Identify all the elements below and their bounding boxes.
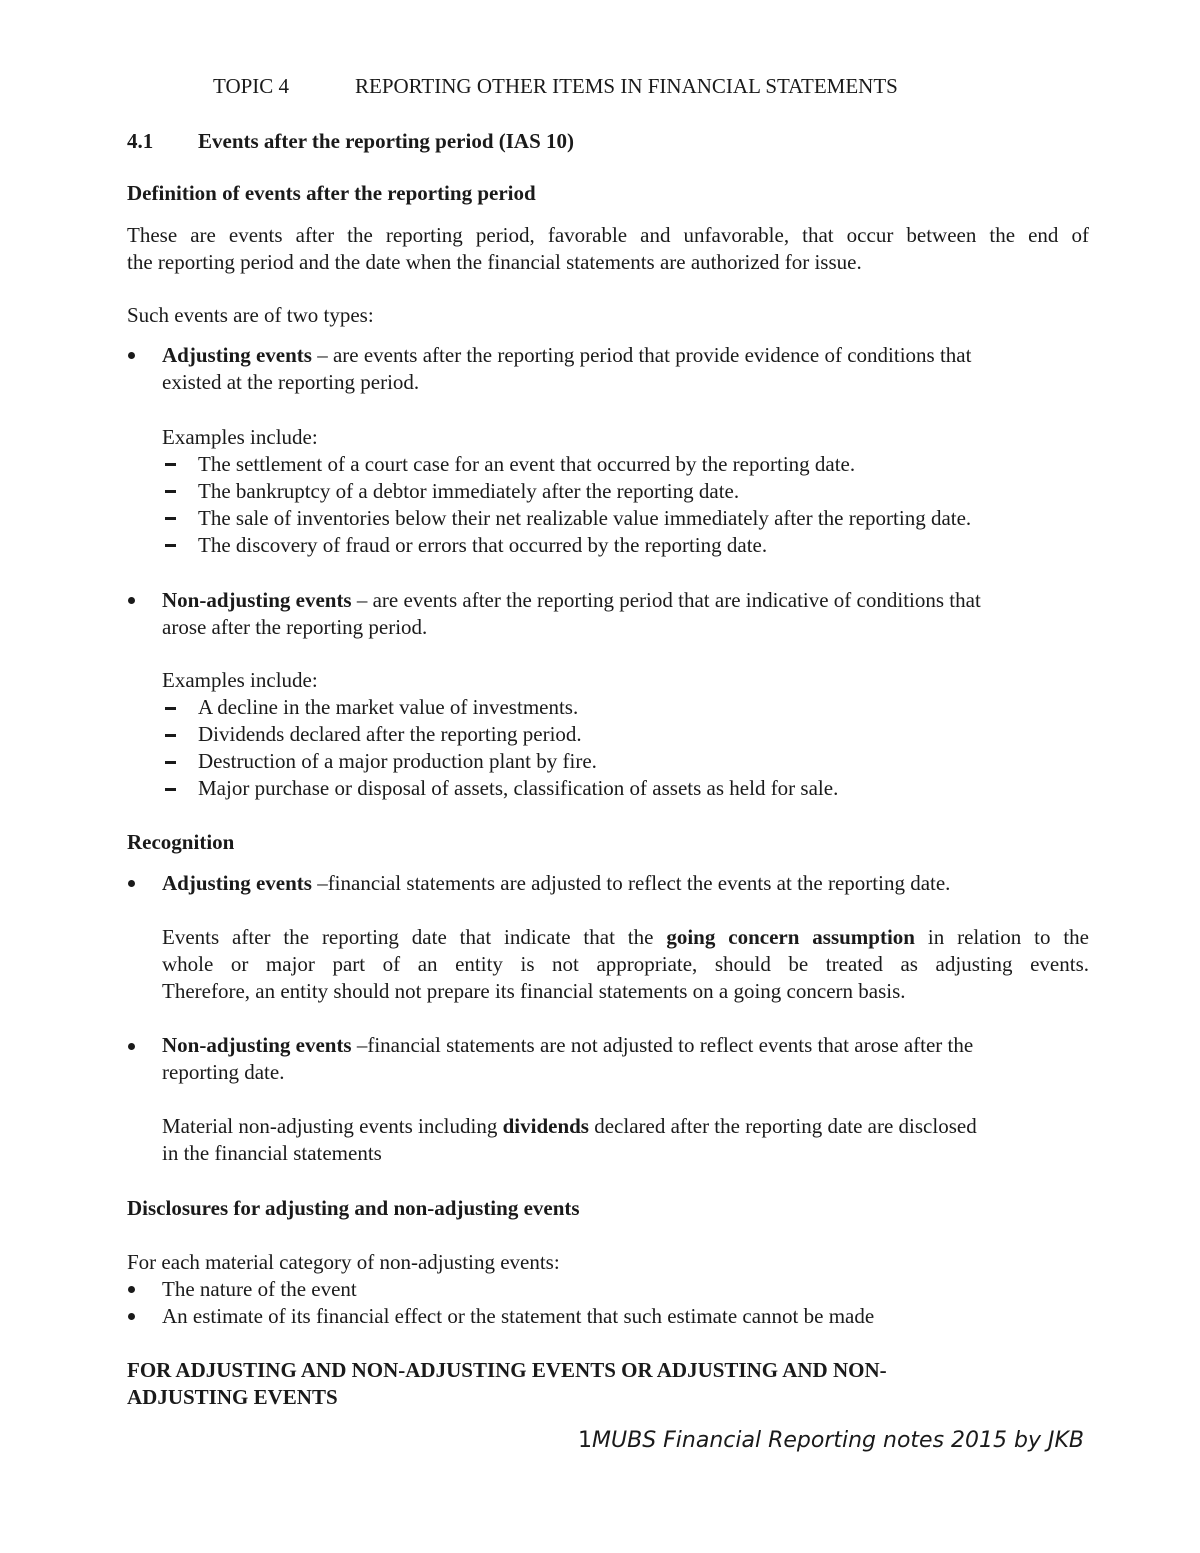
- section-title: Events after the reporting period (IAS 10): [198, 129, 575, 153]
- recognition-non-adjusting-line2: reporting date.: [162, 1060, 285, 1084]
- non-adjusting-paragraph-line1: [162, 587, 981, 614]
- going-concern-line2: whole or major part of an entity is not appropriate, should be treated as adjusting events.: [162, 952, 1089, 976]
- non-adjusting-paragraph-line2: arose after the reporting period.: [162, 615, 428, 639]
- dash-icon: [165, 707, 176, 710]
- adjusting-example: The bankruptcy of a debtor immediately after the reporting date.: [198, 479, 740, 503]
- recognition-non-adjusting-line1: [162, 1032, 973, 1059]
- caps-line1: FOR ADJUSTING AND NON-ADJUSTING EVENTS OR ADJUSTING AND NON-: [127, 1358, 887, 1382]
- non-adjusting-examples-label: Examples include:: [162, 668, 318, 692]
- topic-number: TOPIC 4: [213, 74, 290, 98]
- going-concern-line1: [162, 924, 1089, 951]
- non-adjusting-example: A decline in the market value of investments.: [198, 695, 579, 719]
- going-concern-post: in relation to the: [914, 925, 1090, 949]
- bullet-icon: [128, 352, 135, 359]
- recognition-non-adjusting-label: Non-adjusting events: [162, 1033, 352, 1057]
- adjusting-text: – are events after the reporting period that provide evidence of conditions that: [311, 343, 972, 367]
- definition-heading: Definition of events after the reporting period: [127, 181, 536, 205]
- definition-text-line1: These are events after the reporting period, favorable and unfavorable, that occur between the end of: [127, 223, 1089, 247]
- dash-icon: [165, 544, 176, 547]
- recognition-adjusting-line: [162, 870, 950, 897]
- dash-icon: [165, 761, 176, 764]
- adjusting-examples-label: Examples include:: [162, 425, 318, 449]
- going-concern-pre: Events after the reporting date that indicate that the: [162, 925, 667, 949]
- recognition-adjusting-label: Adjusting events: [162, 871, 312, 895]
- page-number: 1: [578, 1428, 593, 1453]
- dash-icon: [165, 734, 176, 737]
- dash-icon: [165, 788, 176, 791]
- adjusting-paragraph-line2: existed at the reporting period.: [162, 370, 420, 394]
- bullet-icon: [128, 597, 135, 604]
- definition-text-line2: the reporting period and the date when the financial statements are authorized for issue.: [127, 250, 862, 274]
- adjusting-paragraph-line1: [162, 342, 971, 369]
- non-adjusting-example: Destruction of a major production plant by fire.: [198, 749, 597, 773]
- disclosure-item: An estimate of its financial effect or the statement that such estimate cannot be made: [162, 1304, 875, 1328]
- adjusting-label: Adjusting events: [162, 343, 312, 367]
- adjusting-example: The discovery of fraud or errors that occurred by the reporting date.: [198, 533, 768, 557]
- dash-icon: [165, 463, 176, 466]
- page-footer: [578, 1428, 1084, 1453]
- non-adjusting-example: Major purchase or disposal of assets, classification of assets as held for sale.: [198, 776, 839, 800]
- non-adjusting-text: – are events after the reporting period that are indicative of conditions that: [351, 588, 981, 612]
- dash-icon: [165, 517, 176, 520]
- dividends-pre: Material non-adjusting events including: [162, 1114, 503, 1138]
- going-concern-bold: going concern assumption: [666, 925, 915, 949]
- non-adjusting-example: Dividends declared after the reporting period.: [198, 722, 582, 746]
- types-intro: Such events are of two types:: [127, 303, 374, 327]
- going-concern-line3: Therefore, an entity should not prepare its financial statements on a going concern basis.: [162, 979, 906, 1003]
- adjusting-example: The settlement of a court case for an event that occurred by the reporting date.: [198, 452, 856, 476]
- bullet-icon: [128, 880, 135, 887]
- bullet-icon: [128, 1286, 135, 1293]
- non-adjusting-label: Non-adjusting events: [162, 588, 352, 612]
- dividends-post: declared after the reporting date are disclosed: [588, 1114, 977, 1138]
- dividends-line1: [162, 1113, 977, 1140]
- bullet-icon: [128, 1313, 135, 1320]
- recognition-adjusting-text: –financial statements are adjusted to reflect the events at the reporting date.: [311, 871, 951, 895]
- document-page: [127, 0, 1089, 1553]
- recognition-heading: Recognition: [127, 830, 235, 854]
- footer-text: MUBS Financial Reporting notes 2015 by JKB: [592, 1428, 1084, 1453]
- bullet-icon: [128, 1043, 135, 1050]
- topic-title: REPORTING OTHER ITEMS IN FINANCIAL STATEMENTS: [355, 74, 898, 98]
- disclosures-intro: For each material category of non-adjusting events:: [127, 1250, 560, 1274]
- caps-line2: ADJUSTING EVENTS: [127, 1385, 338, 1409]
- section-number: 4.1: [127, 129, 154, 153]
- dividends-bold: dividends: [502, 1114, 589, 1138]
- dash-icon: [165, 490, 176, 493]
- dividends-line2: in the financial statements: [162, 1141, 382, 1165]
- disclosures-heading: Disclosures for adjusting and non-adjusting events: [127, 1196, 580, 1220]
- adjusting-example: The sale of inventories below their net realizable value immediately after the reporting date.: [198, 506, 972, 530]
- disclosure-item: The nature of the event: [162, 1277, 357, 1301]
- recognition-non-adjusting-text: –financial statements are not adjusted to reflect events that arose after the: [351, 1033, 974, 1057]
